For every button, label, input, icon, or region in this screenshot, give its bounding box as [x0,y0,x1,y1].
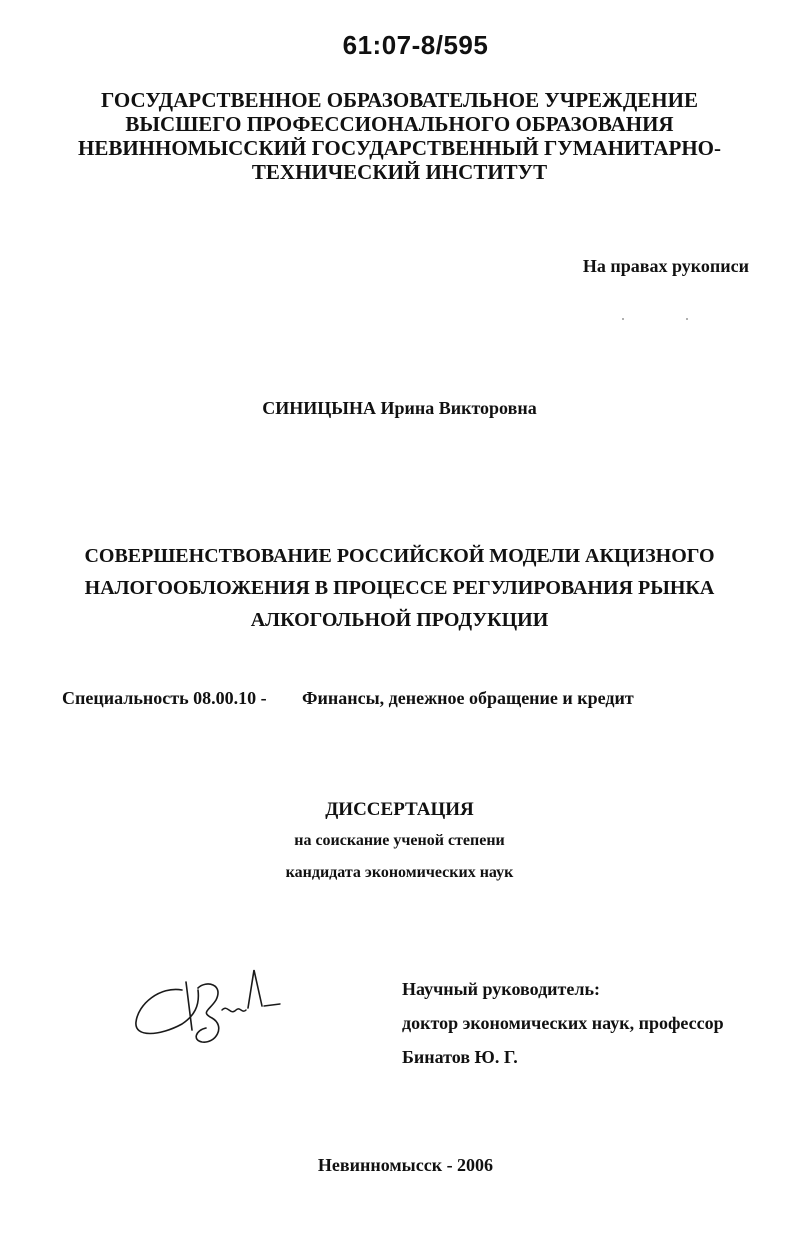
supervisor-degree: доктор экономических наук, профессор [402,1013,724,1033]
supervisor-name: Бинатов Ю. Г. [402,1047,518,1067]
manuscript-note: На правах рукописи [582,256,749,276]
dissertation-block [0,795,799,889]
signature [130,960,290,1050]
supervisor-label: Научный руководитель: [402,979,600,999]
scan-speck [686,318,688,320]
specialty-name: Финансы, денежное обращение и кредит [302,688,634,708]
institution-name [0,88,799,184]
catalog-number: 61:07-8/595 [342,30,489,60]
institution-line: ВЫСШЕГО ПРОФЕССИОНАЛЬНОГО ОБРАЗОВАНИЯ [125,112,674,136]
institution-line: ТЕХНИЧЕСКИЙ ИНСТИТУТ [251,160,548,184]
dissertation-purpose: на соискание ученой степени [294,832,505,849]
dissertation-degree: кандидата экономических наук [285,864,514,881]
dissertation-title [0,540,799,636]
specialty [62,688,634,709]
institution-line: ГОСУДАРСТВЕННОЕ ОБРАЗОВАТЕЛЬНОЕ УЧРЕЖДЕНИЕ [101,88,698,112]
scan-speck [622,318,624,320]
title-line: АЛКОГОЛЬНОЙ ПРОДУКЦИИ [250,609,549,631]
title-line: НАЛОГООБЛОЖЕНИЯ В ПРОЦЕССЕ РЕГУЛИРОВАНИЯ РЫНКА [84,577,715,599]
dissertation-kind: ДИССЕРТАЦИЯ [325,799,474,820]
institution-line: НЕВИННОМЫССКИЙ ГОСУДАРСТВЕННЫЙ ГУМАНИТАРНО- [77,136,721,160]
author-name: СИНИЦЫНА Ирина Викторовна [262,398,537,418]
supervisor-block [402,972,724,1074]
city-year: Невинномысск - 2006 [317,1155,494,1175]
title-line: СОВЕРШЕНСТВОВАНИЕ РОССИЙСКОЙ МОДЕЛИ АКЦИЗНОГО [84,545,715,567]
specialty-code: Специальность 08.00.10 - [62,688,267,708]
